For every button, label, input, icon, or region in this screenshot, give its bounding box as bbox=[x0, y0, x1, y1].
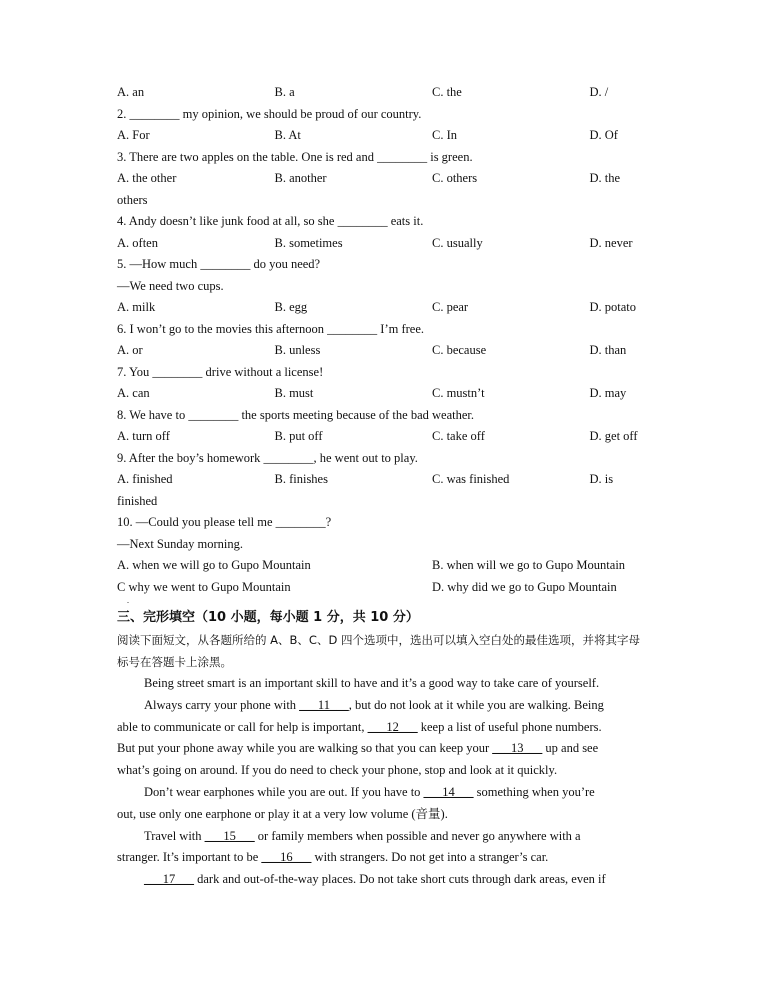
option-d: D. than bbox=[589, 343, 627, 357]
option-c: C. In bbox=[432, 128, 457, 142]
option-d: D. Of bbox=[589, 128, 618, 142]
question-stem: 5. —How much ________ do you need? bbox=[117, 257, 321, 271]
option-c: C. others bbox=[432, 171, 478, 185]
option-a: A. when we will go to Gupo Mountain bbox=[117, 558, 311, 572]
option-d: D. is bbox=[589, 472, 614, 486]
option-c: C. usually bbox=[432, 235, 483, 250]
option-c: C. because bbox=[432, 343, 487, 357]
passage-paragraph-2-line-3 bbox=[117, 738, 647, 760]
question-stem: 10. —Could you please tell me ________? bbox=[117, 515, 332, 529]
option-a: A. the other bbox=[117, 171, 177, 185]
question-stem: 8. We have to ________ the sports meeting because of the bad weather. bbox=[117, 407, 474, 422]
passage-text: with strangers. Do not get into a stranger’s car. bbox=[311, 850, 549, 865]
option-d: D. the bbox=[589, 171, 621, 185]
passage-text: Travel with bbox=[144, 828, 205, 843]
option-c: C why we went to Gupo Mountain bbox=[117, 579, 291, 594]
option-a: A. For bbox=[117, 128, 150, 142]
passage-paragraph-4-line-1 bbox=[117, 826, 647, 848]
question-stem-reply: —We need two cups. bbox=[117, 278, 224, 293]
option-d: D. why did we go to Gupo Mountain bbox=[432, 579, 617, 594]
blank-17: ___17___ bbox=[144, 872, 194, 887]
option-a: A. milk bbox=[117, 300, 156, 314]
question-stem: 6. I won’t go to the movies this afternoon ________ I’m free. bbox=[117, 321, 425, 336]
section-instruction: 阅读下面短文，从各题所给的 A、B、C、D 四个选项中，选出可以填入空白处的最佳选项，并将其字母标号在答题卡上涂黑。 bbox=[117, 633, 640, 669]
option-b: B. egg bbox=[274, 300, 308, 314]
blank-12: ___12___ bbox=[367, 719, 418, 734]
q5-options bbox=[117, 297, 647, 319]
passage-text: up and see bbox=[542, 741, 599, 756]
option-b: B. At bbox=[274, 128, 301, 142]
option-a: A. turn off bbox=[117, 429, 170, 443]
passage-paragraph-3-line-1 bbox=[117, 782, 647, 804]
passage-text: dark and out-of-the-way places. Do not take short cuts through dark areas, even if bbox=[194, 872, 606, 887]
option-d: D. potato bbox=[589, 300, 637, 314]
stray-dot: . bbox=[127, 596, 129, 605]
q10-options-row2 bbox=[117, 577, 647, 599]
option-a: A. an bbox=[117, 85, 145, 99]
question-stem: 2. ________ my opinion, we should be proud of our country. bbox=[117, 106, 422, 121]
q4-options bbox=[117, 233, 647, 255]
question-stem: 3. There are two apples on the table. One is red and ________ is green. bbox=[117, 149, 473, 164]
q9-options bbox=[117, 469, 647, 491]
option-b: B. sometimes bbox=[274, 235, 343, 250]
blank-13: ___13___ bbox=[492, 741, 543, 756]
question-stem: 7. You ________ drive without a license! bbox=[117, 364, 324, 379]
section-title: 三、完形填空（10 小题，每小题 1 分，共 10 分） bbox=[117, 610, 419, 625]
passage-text: , but do not look at it while you are walking. Being bbox=[348, 697, 604, 712]
passage-text: able to communicate or call for help is important, bbox=[117, 719, 368, 734]
blank-11: ___11___ bbox=[299, 697, 349, 712]
question-stem: 4. Andy doesn’t like junk food at all, so she ________ eats it. bbox=[117, 214, 424, 228]
q3-options bbox=[117, 168, 647, 190]
blank-14: ___14___ bbox=[423, 784, 474, 799]
passage-paragraph-5-line-1 bbox=[117, 869, 647, 891]
option-d: D. / bbox=[589, 85, 609, 99]
option-c: C. was finished bbox=[432, 472, 510, 486]
q7-options bbox=[117, 383, 647, 405]
option-b: B. unless bbox=[274, 343, 321, 357]
passage-text: stranger. It’s important to be bbox=[117, 850, 262, 865]
blank-16: ___16___ bbox=[261, 850, 312, 865]
q10-options-row1 bbox=[117, 555, 647, 577]
option-a: A. can bbox=[117, 386, 150, 400]
option-c: C. the bbox=[432, 85, 462, 99]
option-b: B. put off bbox=[274, 429, 323, 443]
passage-paragraph-3-line-2: out, use only one earphone or play it at a very low volume (音量). bbox=[117, 806, 448, 821]
option-a: A. or bbox=[117, 343, 143, 357]
option-wrap: others bbox=[117, 192, 148, 207]
option-c: C. pear bbox=[432, 300, 469, 314]
option-d: D. may bbox=[589, 386, 627, 400]
exam-page bbox=[117, 82, 647, 891]
q2-options bbox=[117, 125, 647, 147]
passage-paragraph-1: Being street smart is an important skill to have and it’s a good way to take care of yourself. bbox=[144, 676, 600, 690]
question-stem-reply: —Next Sunday morning. bbox=[117, 536, 244, 551]
passage-text: something when you’re bbox=[473, 784, 595, 799]
passage-paragraph-2-line-4: what’s going on around. If you do need to check your phone, stop and look at it quickly. bbox=[117, 763, 558, 778]
option-d: D. get off bbox=[589, 429, 638, 443]
passage-text: or family members when possible and never go anywhere with a bbox=[254, 828, 581, 843]
option-b: B. must bbox=[274, 386, 314, 400]
passage-text: Always carry your phone with bbox=[144, 697, 300, 712]
option-b: B. another bbox=[274, 171, 327, 185]
option-b: B. finishes bbox=[274, 472, 328, 486]
option-b: B. a bbox=[274, 85, 295, 99]
passage-text: But put your phone away while you are walking so that you can keep your bbox=[117, 741, 493, 756]
option-b: B. when will we go to Gupo Mountain bbox=[432, 558, 626, 572]
option-a: A. finished bbox=[117, 472, 173, 486]
passage-text: keep a list of useful phone numbers. bbox=[417, 719, 602, 734]
q6-options bbox=[117, 340, 647, 362]
passage-paragraph-2-line-1 bbox=[117, 695, 647, 717]
question-stem: 9. After the boy’s homework ________, he went out to play. bbox=[117, 450, 418, 465]
passage-paragraph-4-line-2 bbox=[117, 847, 647, 869]
passage-paragraph-2-line-2 bbox=[117, 717, 647, 739]
q1-options bbox=[117, 82, 647, 104]
option-d: D. never bbox=[589, 235, 633, 250]
option-a: A. often bbox=[117, 235, 158, 250]
q8-options bbox=[117, 426, 647, 448]
passage-text: Don’t wear earphones while you are out. If you have to bbox=[144, 784, 424, 799]
option-c: C. take off bbox=[432, 429, 485, 443]
option-c: C. mustn’t bbox=[432, 386, 485, 400]
blank-15: ___15___ bbox=[204, 828, 255, 843]
option-wrap: finished bbox=[117, 493, 158, 508]
